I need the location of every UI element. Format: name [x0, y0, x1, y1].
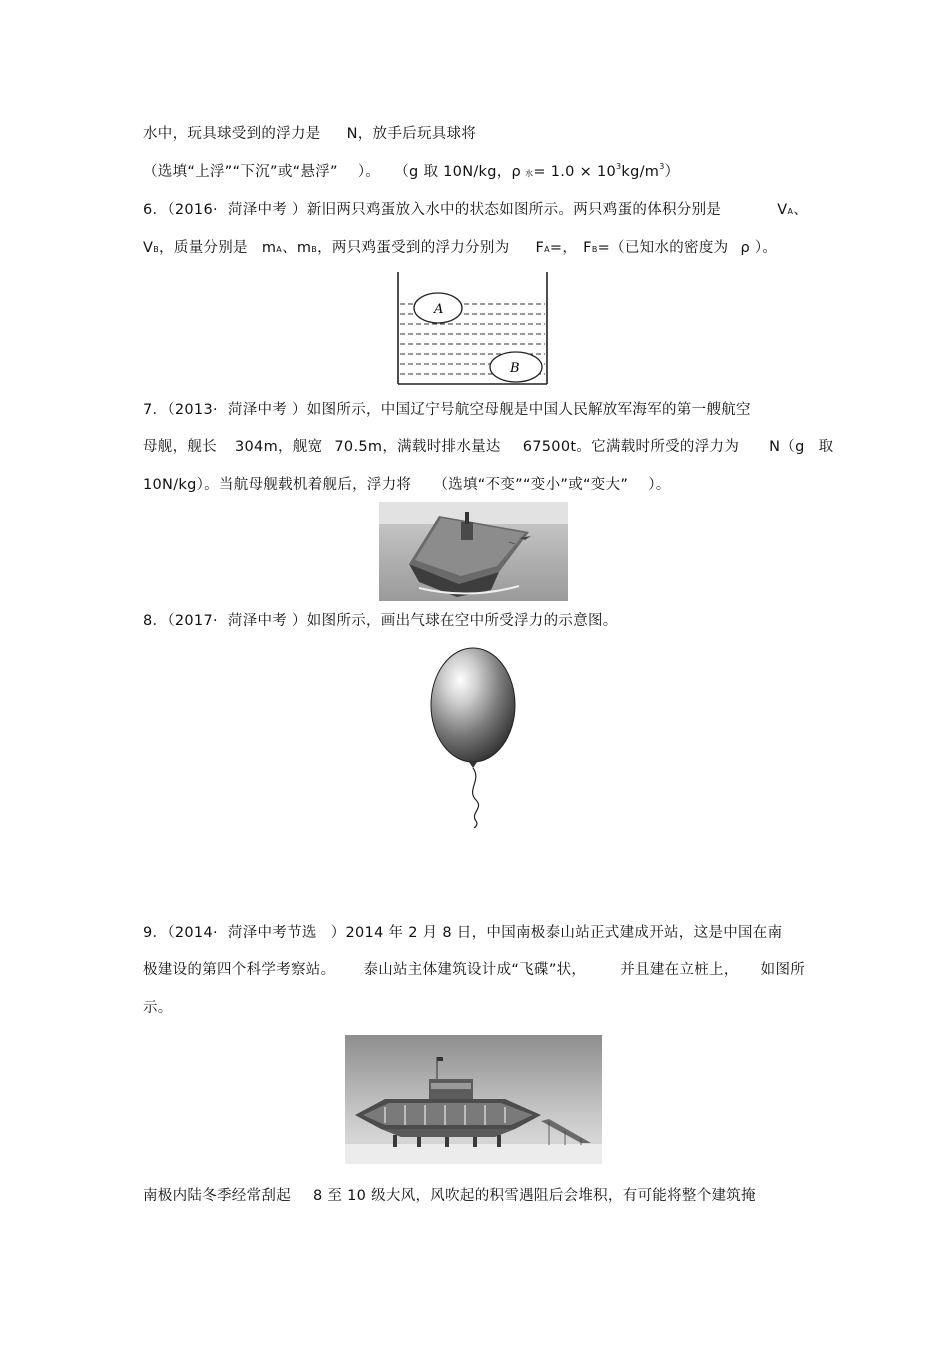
text-line — [143, 960, 805, 980]
text-segment: 70.5m，满载时排水量达 — [334, 439, 501, 455]
balloon — [431, 648, 515, 762]
text-segment: B — [311, 245, 318, 254]
aircraft-carrier-photo — [379, 502, 568, 601]
text-segment: =， — [549, 240, 578, 256]
text-segment: 菏泽中考 ）新旧两只鸡蛋放入水中的状态如图所示。两只鸡蛋的体积分别是 — [227, 202, 722, 218]
text-segment: ρ ）。 — [740, 240, 778, 256]
text-segment: = 1.0 × 10 — [533, 164, 616, 180]
text-segment: 如图所 — [760, 962, 806, 978]
text-segment: N，放手后玩具球将 — [346, 126, 477, 142]
text-segment: 南极内陆冬季经常刮起 — [143, 1188, 291, 1204]
text-segment: A — [787, 207, 794, 216]
text-segment: 、 — [793, 202, 809, 218]
text-line — [143, 923, 782, 943]
text-segment: 8．（2017· — [143, 613, 218, 629]
text-segment: （g 取 10N/kg，ρ — [394, 164, 522, 180]
text-segment: ，质量分别是 — [159, 240, 248, 256]
text-segment: 菏泽中考 ）如图所示，画出气球在空中所受浮力的示意图。 — [227, 613, 618, 629]
egg-a-label: A — [434, 302, 444, 317]
text-line — [143, 475, 671, 495]
text-segment: 6．（2016· — [143, 202, 218, 218]
text-segment: ）。 — [648, 477, 671, 493]
text-segment: （选填“不变”“变小”或“变大” — [433, 477, 629, 493]
text-segment: 水中，玩具球受到的浮力是 — [143, 126, 321, 142]
text-segment: ，两只鸡蛋受到的浮力分别为 — [317, 240, 510, 256]
text-segment: 3 — [659, 162, 665, 171]
text-line — [143, 437, 833, 457]
text-line — [143, 200, 808, 222]
text-segment: 67500t。它满载时所受的浮力为 — [522, 439, 740, 455]
balloon-string — [473, 768, 479, 828]
text-segment: F — [583, 240, 592, 256]
text-segment: 示。 — [143, 1000, 173, 1016]
taishan-station-photo — [345, 1035, 602, 1164]
text-line — [143, 611, 618, 631]
text-segment: V — [143, 240, 154, 256]
text-segment: 菏泽中考节选 — [227, 925, 317, 941]
text-line — [143, 998, 173, 1018]
text-segment: ） — [664, 164, 680, 180]
text-segment: V — [777, 202, 788, 218]
text-segment: N（g — [769, 439, 805, 455]
text-segment: 10N/kg）。当航母舰载机着舰后，浮力将 — [143, 477, 412, 493]
text-segment: ）2014 年 2 月 8 日，中国南极泰山站正式建成开站，这是中国在南 — [330, 925, 783, 941]
text-segment: 母舰，舰长 — [143, 439, 217, 455]
text-segment: =（已知水的密度为 — [597, 240, 729, 256]
text-line — [143, 124, 476, 144]
text-segment: 8 至 10 级大风，风吹起的积雪遇阻后会堆积，有可能将整个建筑掩 — [313, 1188, 756, 1204]
eggs-in-water-figure — [390, 270, 555, 388]
text-segment: kg/m — [621, 164, 660, 180]
text-segment: 3 — [616, 162, 622, 171]
text-line — [143, 162, 679, 184]
text-segment: B — [153, 245, 160, 254]
text-line — [143, 400, 751, 420]
text-segment: F — [535, 240, 545, 256]
text-line — [143, 1186, 756, 1206]
text-segment: 菏泽中考 ）如图所示，中国辽宁号航空母舰是中国人民解放军海军的第一艘航空 — [227, 402, 751, 418]
text-segment: 9．（2014· — [143, 925, 218, 941]
text-segment: 并且建在立桩上， — [620, 962, 739, 978]
text-segment: 7．（2013· — [143, 402, 218, 418]
balloon-figure — [424, 645, 524, 830]
text-segment: A — [544, 245, 550, 254]
text-segment: 304m，舰宽 — [235, 439, 323, 455]
text-segment: 水 — [525, 169, 534, 178]
text-segment: m — [261, 240, 277, 256]
text-segment: ）。 — [357, 164, 381, 180]
text-segment: 极建设的第四个科学考察站。 — [143, 962, 336, 978]
text-segment: （选填“上浮”“下沉”或“悬浮” — [143, 164, 338, 180]
text-segment: B — [591, 245, 598, 254]
text-segment: 取 — [818, 439, 834, 455]
text-segment: 泰山站主体建筑设计成“飞碟”状， — [363, 962, 587, 978]
text-line — [143, 238, 777, 260]
egg-b-label: B — [510, 361, 520, 376]
text-segment: A — [276, 245, 283, 254]
text-segment: 、m — [282, 240, 312, 256]
